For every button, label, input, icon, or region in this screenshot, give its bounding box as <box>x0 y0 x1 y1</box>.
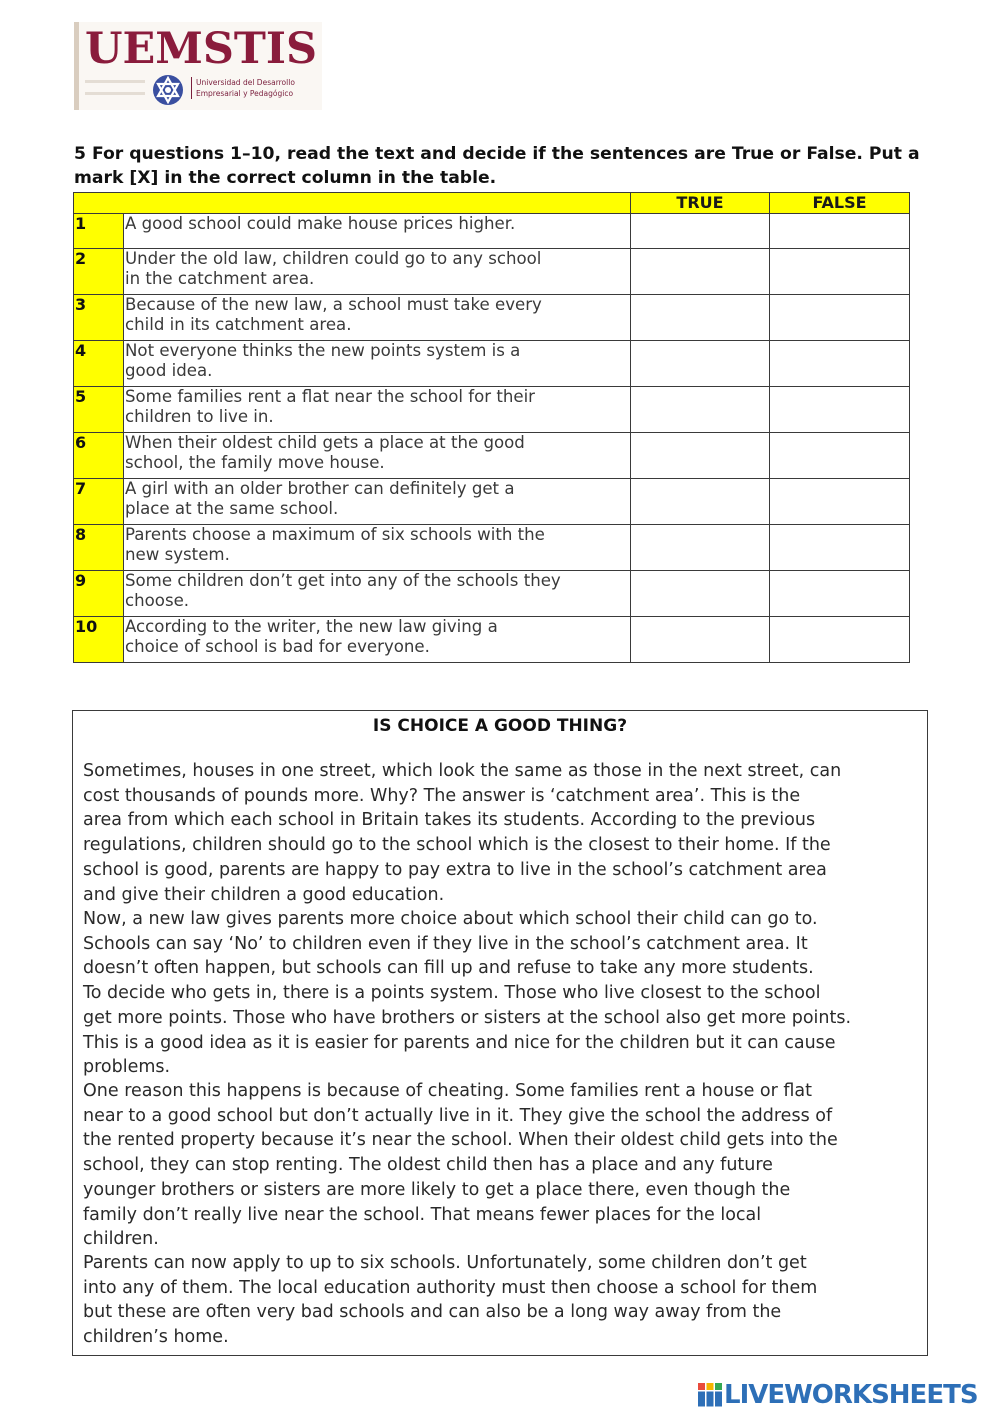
statement-line: Under the old law, children could go to any school <box>125 249 542 268</box>
paragraph-line: problems. <box>83 1057 171 1078</box>
question-statement <box>124 571 631 617</box>
table-row <box>74 525 910 571</box>
paragraph-line: into any of them. The local education authority must then choose a school for them <box>83 1277 818 1298</box>
statement-line: child in its catchment area. <box>125 315 352 334</box>
passage-paragraph <box>83 1251 923 1350</box>
table-row <box>74 341 910 387</box>
question-number: 3 <box>74 295 124 341</box>
liveworksheets-brand: LIVEWORKSHEETS <box>724 1380 978 1410</box>
false-answer-cell[interactable] <box>770 617 910 663</box>
question-number: 7 <box>74 479 124 525</box>
passage-paragraph <box>83 1079 923 1252</box>
paragraph-line: One reason this happens is because of cheating. Some families rent a house or flat <box>83 1081 812 1101</box>
logo-subtitle <box>191 77 330 99</box>
statement-line: choice of school is bad for everyone. <box>125 637 430 656</box>
statement-line: school, the family move house. <box>125 453 385 472</box>
question-statement <box>124 387 631 433</box>
exercise-instructions <box>74 142 924 190</box>
paragraph-line: area from which each school in Britain takes its students. According to the previous <box>83 810 816 831</box>
true-answer-cell[interactable] <box>631 387 770 433</box>
false-answer-cell[interactable] <box>770 571 910 617</box>
true-answer-cell[interactable] <box>631 249 770 295</box>
table-row <box>74 214 910 249</box>
true-answer-cell[interactable] <box>631 479 770 525</box>
liveworksheets-mark-icon <box>697 1382 723 1408</box>
statement-line: place at the same school. <box>125 499 339 518</box>
statement-line: A girl with an older brother can definitely get a <box>125 479 515 498</box>
questions-body <box>74 214 910 663</box>
paragraph-line: To decide who gets in, there is a points system. Those who live closest to the school <box>83 983 821 1004</box>
passage-title: IS CHOICE A GOOD THING? <box>372 716 628 736</box>
false-answer-cell[interactable] <box>770 341 910 387</box>
statement-line: in the catchment area. <box>125 269 315 288</box>
true-answer-cell[interactable] <box>631 433 770 479</box>
question-statement <box>124 479 631 525</box>
paragraph-line: Sometimes, houses in one street, which look the same as those in the next street, can <box>83 761 842 781</box>
passage-paragraph <box>83 907 923 1080</box>
table-row <box>74 249 910 295</box>
table-row <box>74 617 910 663</box>
statement-line: Some children don’t get into any of the schools they <box>125 571 561 590</box>
question-statement <box>124 214 631 249</box>
paragraph-line: regulations, children should go to the school which is the closest to their home. If the <box>83 835 831 856</box>
paragraph-line: younger brothers or sisters are more likely to get a place there, even though the <box>83 1179 791 1200</box>
instructions-line2: mark [X] in the correct column in the table. <box>74 168 497 188</box>
false-answer-cell[interactable] <box>770 525 910 571</box>
table-row <box>74 571 910 617</box>
question-statement <box>124 295 631 341</box>
question-number: 4 <box>74 341 124 387</box>
table-header-blank <box>74 193 631 214</box>
question-statement <box>124 617 631 663</box>
question-statement <box>124 433 631 479</box>
logo-subtitle-line2: Empresarial y Pedagógico <box>196 89 294 98</box>
false-answer-cell[interactable] <box>770 387 910 433</box>
paragraph-line: Parents can now apply to up to six schools. Unfortunately, some children don’t get <box>83 1253 807 1273</box>
false-answer-cell[interactable] <box>770 249 910 295</box>
false-answer-cell[interactable] <box>770 479 910 525</box>
statement-line: new system. <box>125 545 230 564</box>
logo-faded-text <box>85 78 145 104</box>
question-number: 8 <box>74 525 124 571</box>
paragraph-line: school, they can stop renting. The oldest child then has a place and any future <box>83 1155 773 1176</box>
paragraph-line: family don’t really live near the school. That means fewer places for the local <box>83 1204 762 1225</box>
true-answer-cell[interactable] <box>631 571 770 617</box>
statement-line: good idea. <box>125 361 213 380</box>
statement-line: Because of the new law, a school must take every <box>125 295 542 314</box>
true-column-header: TRUE <box>631 193 770 214</box>
statement-line: choose. <box>125 591 190 610</box>
question-number: 9 <box>74 571 124 617</box>
passage-paragraph <box>83 759 923 907</box>
logo-wordmark: UEMSTIS <box>85 24 318 74</box>
university-logo <box>74 22 322 110</box>
table-row <box>74 387 910 433</box>
paragraph-line: near to a good school but don’t actually live in it. They give the school the address of <box>83 1105 833 1126</box>
question-number: 10 <box>74 617 124 663</box>
paragraph-line: children. <box>83 1229 159 1250</box>
paragraph-line: get more points. Those who have brothers or sisters at the school also get more points. <box>83 1007 852 1028</box>
question-statement <box>124 525 631 571</box>
paragraph-line: the rented property because it’s near the school. When their oldest child gets into the <box>83 1130 838 1151</box>
table-row <box>74 295 910 341</box>
true-answer-cell[interactable] <box>631 214 770 249</box>
true-answer-cell[interactable] <box>631 525 770 571</box>
paragraph-line: This is a good idea as it is easier for parents and nice for the children but it can cause <box>83 1032 836 1053</box>
reading-passage <box>72 710 928 1356</box>
paragraph-line: but these are often very bad schools and can also be a long way away from the <box>83 1302 782 1323</box>
paragraph-line: children’s home. <box>83 1327 229 1348</box>
false-answer-cell[interactable] <box>770 295 910 341</box>
question-statement <box>124 249 631 295</box>
paragraph-line: cost thousands of pounds more. Why? The answer is ‘catchment area’. This is the <box>83 785 801 806</box>
true-answer-cell[interactable] <box>631 617 770 663</box>
question-number: 2 <box>74 249 124 295</box>
paragraph-line: Now, a new law gives parents more choice about which school their child can go to. <box>83 909 818 929</box>
true-false-table <box>73 192 910 663</box>
logo-subtitle-line1: Universidad del Desarrollo <box>196 78 295 87</box>
statement-line: children to live in. <box>125 407 274 426</box>
paragraph-line: and give their children a good education. <box>83 884 445 905</box>
question-number: 6 <box>74 433 124 479</box>
false-answer-cell[interactable] <box>770 214 910 249</box>
paragraph-line: doesn’t often happen, but schools can fill up and refuse to take any more students. <box>83 958 814 979</box>
true-answer-cell[interactable] <box>631 341 770 387</box>
table-row <box>74 479 910 525</box>
statement-line: Some families rent a flat near the school for their <box>125 387 536 406</box>
statement-line: A good school could make house prices higher. <box>125 214 516 233</box>
statement-line: Not everyone thinks the new points system is a <box>125 341 521 360</box>
university-emblem-icon <box>151 74 185 106</box>
statement-line: According to the writer, the new law giving a <box>125 617 498 636</box>
statement-line: Parents choose a maximum of six schools with the <box>125 525 545 544</box>
statement-line: When their oldest child gets a place at the good <box>125 433 525 452</box>
true-answer-cell[interactable] <box>631 295 770 341</box>
instructions-line1: 5 For questions 1–10, read the text and decide if the sentences are True or False. Put a <box>74 144 920 164</box>
question-number: 1 <box>74 214 124 249</box>
question-statement <box>124 341 631 387</box>
false-answer-cell[interactable] <box>770 433 910 479</box>
paragraph-line: Schools can say ‘No’ to children even if they live in the school’s catchment area. It <box>83 933 808 954</box>
question-number: 5 <box>74 387 124 433</box>
paragraph-line: school is good, parents are happy to pay extra to live in the school’s catchment area <box>83 859 827 880</box>
liveworksheets-logo <box>697 1380 995 1410</box>
false-column-header: FALSE <box>770 193 910 214</box>
table-row <box>74 433 910 479</box>
